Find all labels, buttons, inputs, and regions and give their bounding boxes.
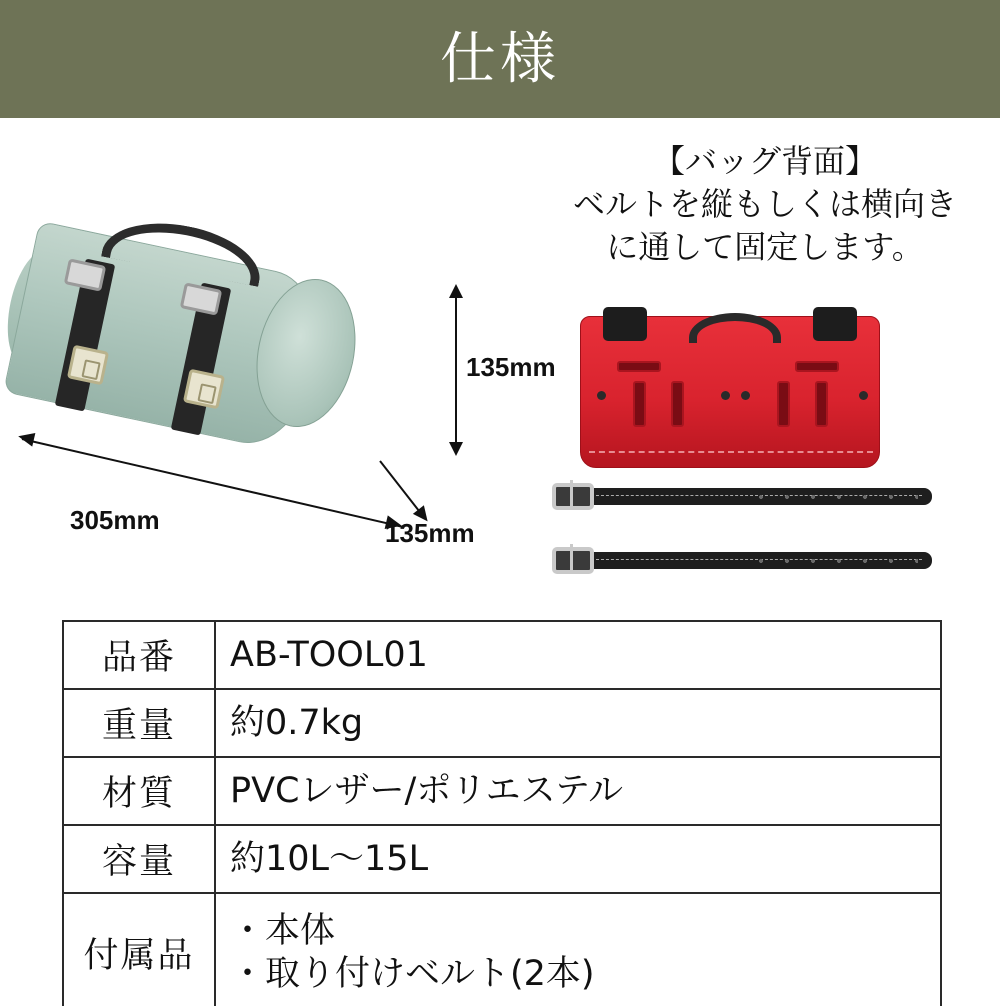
bag-left-illustration bbox=[18, 220, 388, 450]
belt-buckle-1-icon bbox=[552, 483, 594, 510]
spec-value-3 bbox=[215, 825, 941, 893]
spec-value-1 bbox=[215, 689, 941, 757]
depth-dimension-label: 135mm bbox=[385, 518, 475, 548]
rivet-2 bbox=[721, 391, 730, 400]
depth-dimension-line bbox=[379, 460, 424, 516]
rivet-4 bbox=[859, 391, 868, 400]
belt-buckle-2-icon bbox=[552, 547, 594, 574]
height-dimension-label: 135mm bbox=[466, 352, 556, 382]
spec-label-2: 材質 bbox=[63, 757, 215, 825]
bag-lock-left-icon bbox=[67, 345, 109, 386]
table-row bbox=[63, 621, 941, 689]
caption-line-3: に通して固定します。 bbox=[606, 227, 924, 266]
back-side-caption bbox=[540, 140, 990, 269]
bag-dimension-figure bbox=[0, 150, 556, 570]
table-row bbox=[63, 689, 941, 757]
spec-label-0: 品番 bbox=[63, 621, 215, 689]
belt-slot-horizontal-1 bbox=[617, 361, 661, 372]
bag-back-handle-icon bbox=[689, 313, 781, 343]
belt-slot-vertical-4 bbox=[815, 381, 828, 427]
caption-line-2: ベルトを縦もしくは横向き bbox=[572, 184, 957, 223]
rivet-1 bbox=[597, 391, 606, 400]
belt-holes-2 bbox=[748, 558, 918, 563]
page-header bbox=[0, 0, 1000, 118]
spec-value-4 bbox=[215, 893, 941, 1006]
spec-value-0 bbox=[215, 621, 941, 689]
bag-back-illustration bbox=[580, 300, 900, 480]
spec-table bbox=[62, 620, 942, 1006]
height-arrow-down-icon bbox=[449, 442, 463, 456]
bag-back-tab-right bbox=[813, 307, 857, 341]
bag-back-body bbox=[580, 316, 880, 468]
caption-line-1: 【バッグ背面】 bbox=[652, 142, 877, 180]
belt-slot-vertical-3 bbox=[777, 381, 790, 427]
rivet-3 bbox=[741, 391, 750, 400]
bag-back-tab-left bbox=[603, 307, 647, 341]
spec-label-3: 容量 bbox=[63, 825, 215, 893]
spec-value-3-line-0: 約10L〜15L bbox=[230, 838, 429, 879]
spec-value-4-line-1: ・取り付けベルト(2本) bbox=[230, 954, 595, 994]
belt-slot-vertical-1 bbox=[633, 381, 646, 427]
spec-value-2 bbox=[215, 757, 941, 825]
table-row bbox=[63, 757, 941, 825]
spec-label-1: 重量 bbox=[63, 689, 215, 757]
belt-holes-1 bbox=[748, 494, 918, 499]
mounting-belt-2 bbox=[556, 552, 932, 569]
height-dimension-line bbox=[455, 290, 457, 450]
spec-value-1-line-0: 約0.7kg bbox=[230, 702, 364, 743]
belt-slot-vertical-2 bbox=[671, 381, 684, 427]
page-title: 仕様 bbox=[440, 27, 560, 90]
table-row bbox=[63, 825, 941, 893]
spec-label-4: 付属品 bbox=[63, 893, 215, 1006]
belt-slot-horizontal-2 bbox=[795, 361, 839, 372]
table-row bbox=[63, 893, 941, 1006]
bag-lock-right-icon bbox=[183, 369, 225, 410]
spec-value-2-line-0: PVCレザー/ポリエステル bbox=[230, 770, 624, 811]
mounting-belt-1 bbox=[556, 488, 932, 505]
spec-value-0-line-0: AB-TOOL01 bbox=[230, 634, 428, 675]
length-dimension-label: 305mm bbox=[70, 505, 160, 535]
spec-value-4-line-0: ・本体 bbox=[230, 911, 336, 952]
